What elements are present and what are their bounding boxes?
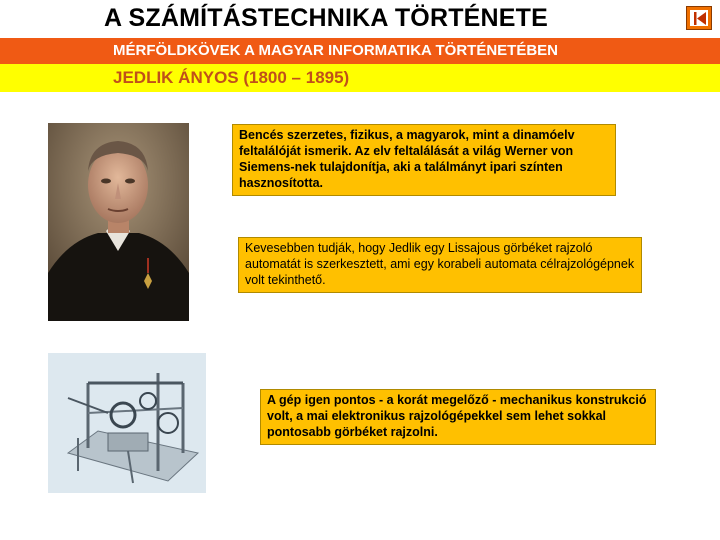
subtitle: MÉRFÖLDKÖVEK A MAGYAR INFORMATIKA TÖRTÉNETÉBEN <box>113 42 558 59</box>
intro-text-box: Bencés szerzetes, fizikus, a magyarok, mint a dinamóelv feltalálóját ismerik. Az elv feltalálását a világ Werner von Siemens-nek tulajdonítja, aki a találmányt ipari színten hasznosította. <box>232 124 616 196</box>
precision-text-box: A gép igen pontos - a korát megelőző - mechanikus konstrukció volt, a mai elektronikus rajzológépekkel sem lehet sokkal pontosabb görbéket rajzolni. <box>260 389 656 445</box>
page-title: A SZÁMÍTÁSTECHNIKA TÖRTÉNETE <box>104 4 549 32</box>
portrait-image <box>48 123 189 321</box>
first-slide-icon <box>687 7 713 31</box>
section-title: JEDLIK ÁNYOS (1800 – 1895) <box>113 68 350 87</box>
drawing-machine-image <box>48 353 206 493</box>
machine-intro-text-box: Kevesebben tudják, hogy Jedlik egy Lissajous görbéket rajzoló automatát is szerkesztett, ami egy korabeli automata célrajzológépnek volt tekinthető. <box>238 237 642 293</box>
section-band <box>0 64 720 92</box>
subtitle-band <box>0 38 720 64</box>
first-slide-button[interactable] <box>686 6 712 30</box>
